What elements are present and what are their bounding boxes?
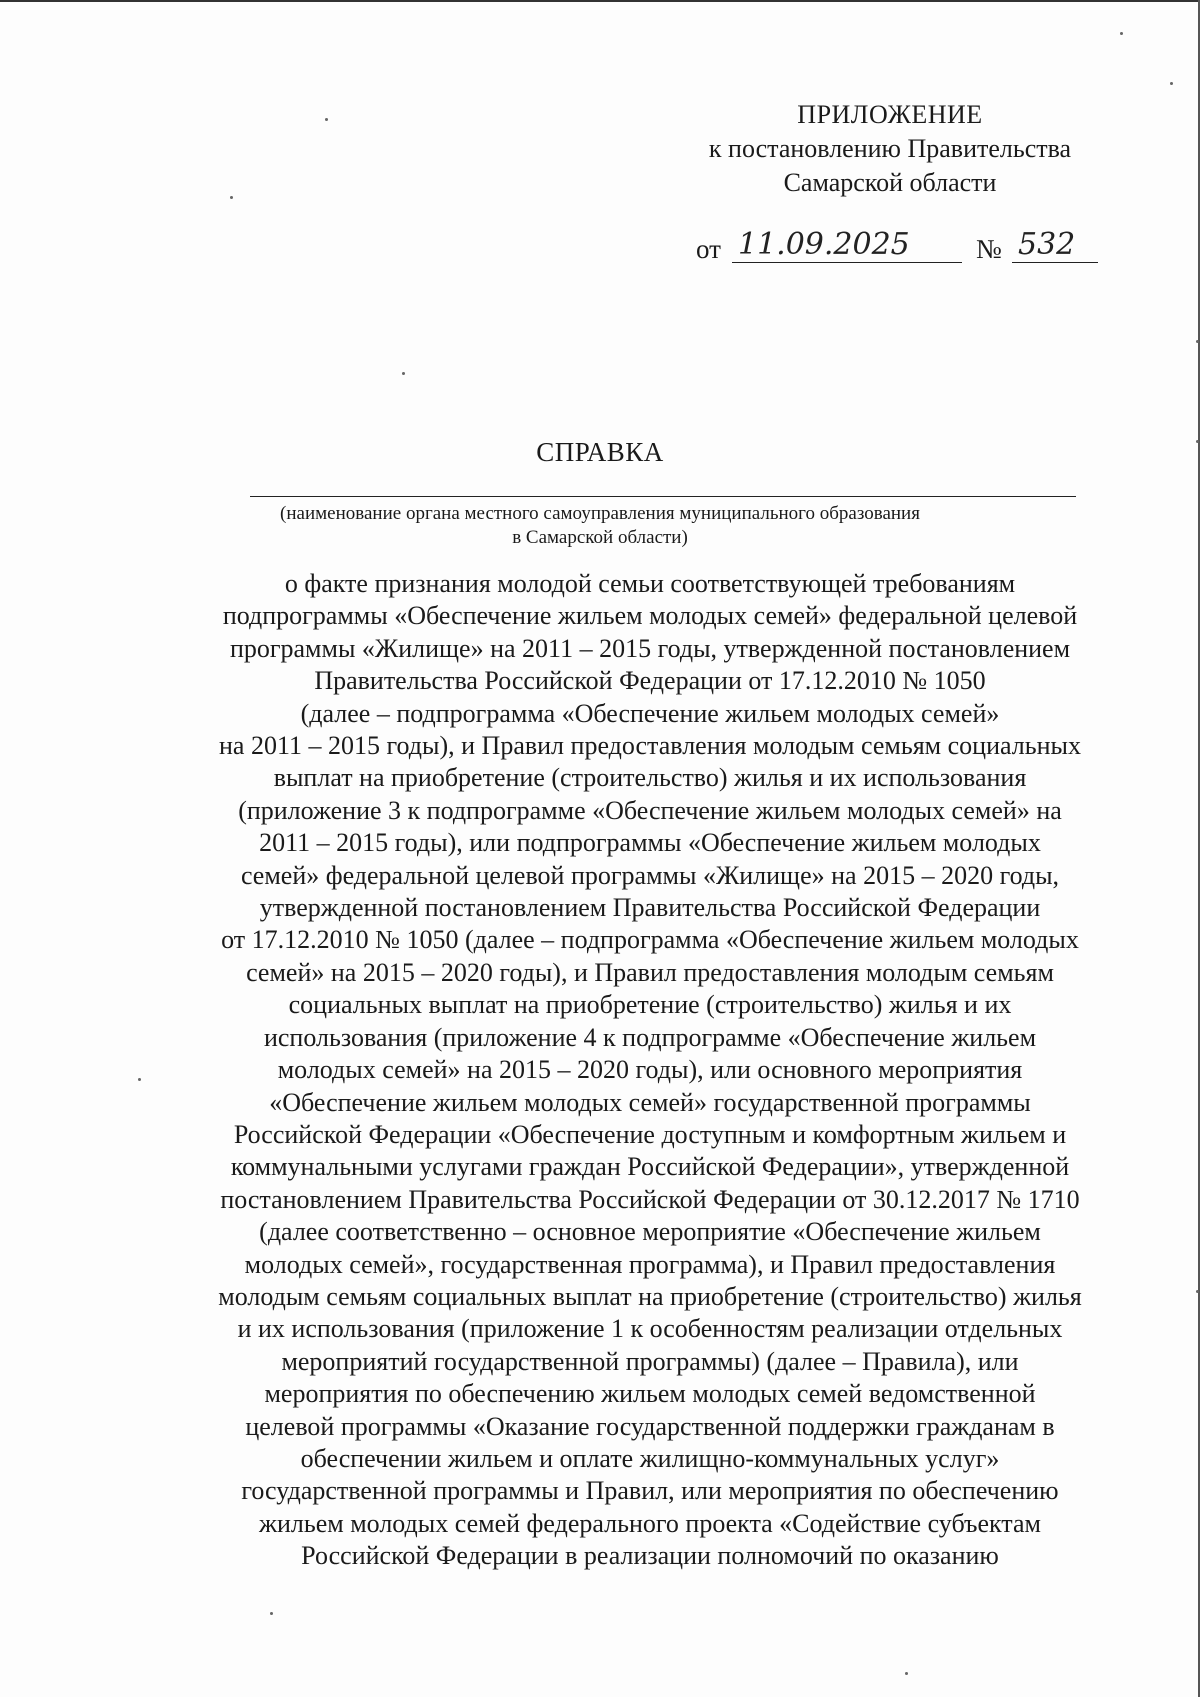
appendix-title: ПРИЛОЖЕНИЕ <box>797 100 983 129</box>
scan-speck <box>1196 340 1199 343</box>
body-line: семей» на 2015 – 2020 годы), и Правил предоставления молодым семьям <box>246 957 1054 987</box>
body-line: «Обеспечение жильем молодых семей» государственной программы <box>269 1087 1031 1117</box>
body-line: использования (приложение 4 к подпрограмме «Обеспечение жильем <box>263 1022 1037 1052</box>
body-line: и их использования (приложение 1 к особенностям реализации отдельных <box>237 1314 1063 1344</box>
org-caption-line-1: (наименование органа местного самоуправления муниципального образования <box>280 503 920 524</box>
scan-speck <box>230 196 233 199</box>
scan-speck <box>1170 82 1173 85</box>
body-line: от 17.12.2010 № 1050 (далее – подпрограмма «Обеспечение жильем молодых <box>221 925 1079 955</box>
body-line: о факте признания молодой семьи соответствующей требованиям <box>284 569 1016 598</box>
body-line: социальных выплат на приобретение (строительство) жилья и их <box>288 990 1012 1020</box>
org-name-blank-line <box>250 496 1076 497</box>
scan-speck <box>138 1078 141 1081</box>
body-line: (далее – подпрограмма «Обеспечение жильем молодых семей» <box>300 698 1000 728</box>
body-line: утвержденной постановлением Правительства Российской Федерации <box>259 893 1041 923</box>
handwritten-date: 11.09.2025 <box>732 228 962 263</box>
body-line: семей» федеральной целевой программы «Жилище» на 2015 – 2020 годы, <box>240 860 1060 890</box>
scan-edge-top <box>0 0 1200 2</box>
body-line: государственной программы и Правил, или мероприятия по обеспечению <box>241 1476 1059 1506</box>
body-line: жильем молодых семей федерального проекта «Содействие субъектам <box>259 1508 1041 1538</box>
scan-speck <box>402 372 405 375</box>
body-line: Правительства Российской Федерации от 17.12.2010 № 1050 <box>314 666 986 696</box>
body-line: мероприятия по обеспечению жильем молодых семей ведомственной <box>264 1379 1036 1409</box>
scan-speck <box>1196 1290 1199 1293</box>
body-line: Российской Федерации в реализации полномочий по оказанию <box>301 1541 999 1571</box>
number-prefix: № <box>976 234 1002 264</box>
handwritten-number: 532 <box>1012 228 1098 263</box>
scan-speck <box>905 1672 908 1675</box>
body-line: подпрограммы «Обеспечение жильем молодых семей» федеральной целевой <box>222 601 1078 631</box>
appendix-line-region: Самарской области <box>783 168 997 197</box>
scan-speck <box>1120 32 1123 35</box>
body-line: постановлением Правительства Российской Федерации от 30.12.2017 № 1710 <box>220 1184 1080 1214</box>
body-line: выплат на приобретение (строительство) жилья и их использования <box>273 763 1027 793</box>
body-line: Российской Федерации «Обеспечение доступным и комфортным жильем и <box>233 1119 1067 1149</box>
document-body <box>160 568 1140 1573</box>
body-line: (приложение 3 к подпрограмме «Обеспечение жильем молодых семей» на <box>238 795 1062 825</box>
body-line: программы «Жилище» на 2011 – 2015 годы, утвержденной постановлением <box>229 633 1071 663</box>
appendix-line-resolution: к постановлению Правительства <box>708 134 1072 163</box>
scan-speck <box>1196 440 1199 443</box>
body-line: целевой программы «Оказание государственной поддержки гражданам в <box>245 1411 1055 1441</box>
body-line: 2011 – 2015 годы), или подпрограммы «Обеспечение жильем молодых <box>259 828 1041 858</box>
org-name-caption <box>0 502 1200 550</box>
body-line: (далее соответственно – основное мероприятие «Обеспечение жильем <box>259 1217 1041 1247</box>
body-line: мероприятий государственной программы) (далее – Правила), или <box>281 1346 1019 1376</box>
scan-speck <box>270 1612 273 1615</box>
body-line: коммунальными услугами граждан Российской Федерации», утвержденной <box>230 1152 1070 1182</box>
scan-speck <box>325 118 328 121</box>
body-line: молодым семьям социальных выплат на приобретение (строительство) жилья <box>218 1281 1082 1311</box>
date-prefix: от <box>696 234 721 264</box>
body-line: молодых семей», государственная программа), и Правил предоставления <box>244 1249 1056 1279</box>
body-line: обеспечении жильем и оплате жилищно-коммунальных услуг» <box>300 1443 1000 1473</box>
document-title: СПРАВКА <box>536 437 664 467</box>
appendix-header <box>640 98 1140 200</box>
body-line: молодых семей» на 2015 – 2020 годы), или основного мероприятия <box>277 1055 1023 1085</box>
resolution-date-number <box>696 228 1106 268</box>
org-caption-line-2: в Самарской области) <box>512 527 688 548</box>
body-line: на 2011 – 2015 годы), и Правил предоставления молодым семьям социальных <box>219 731 1081 761</box>
